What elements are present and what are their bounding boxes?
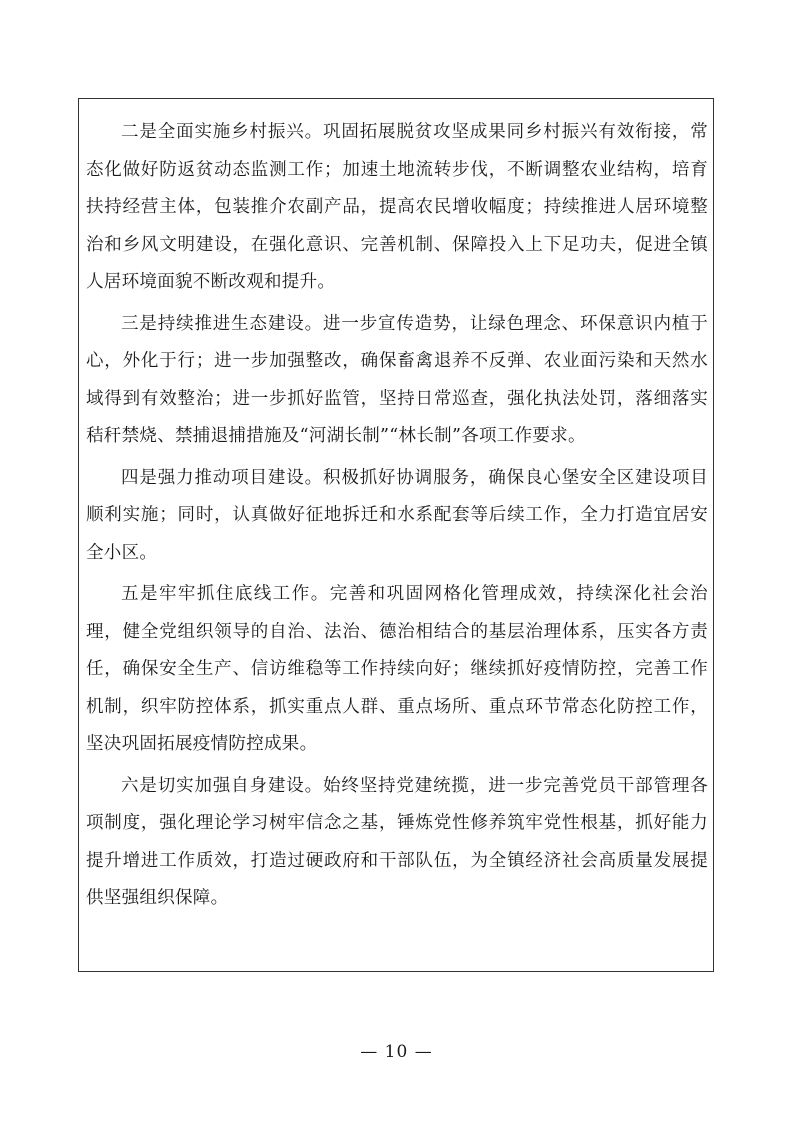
document-body: [86, 114, 708, 918]
page-number: — 10 —: [360, 1042, 433, 1062]
paragraph-bottom-line-work: 五是牢牢抓住底线工作。完善和巩固网格化管理成效，持续深化社会治理，健全党组织领导的自治、法治、德治相结合的基层治理体系，压实各方责任，确保安全生产、信访维稳等工作持续向好；继续抓好疫情防控，完善工作机制，织牢防控体系，抓实重点人群、重点场所、重点环节常态化防控工作，坚决巩固拓展疫情防控成果。: [86, 584, 708, 754]
paragraph-project-construction: 四是强力推动项目建设。积极抓好协调服务，确保良心堡安全区建设项目顺利实施；同时，认真做好征地拆迁和水系配套等后续工作，全力打造宜居安全小区。: [86, 467, 708, 563]
paragraph-ecological-construction: 三是持续推进生态建设。进一步宣传造势，让绿色理念、环保意识内植于心，外化于行；进一步加强整改，确保畜禽退养不反弹、农业面污染和天然水域得到有效整治；进一步抓好监管，坚持日常巡查，强化执法处罚，落细落实秸秆禁烧、禁捕退捕措施及“河湖长制”“林长制”各项工作要求。: [86, 313, 708, 446]
paragraph-rural-revitalization: 二是全面实施乡村振兴。巩固拓展脱贫攻坚成果同乡村振兴有效衔接，常态化做好防返贫动态监测工作；加速土地流转步伐，不断调整农业结构，培育扶持经营主体，包装推介农副产品，提高农民增收幅度；持续推进人居环境整治和乡风文明建设，在强化意识、完善机制、保障投入上下足功夫，促进全镇人居环境面貌不断改观和提升。: [86, 122, 708, 292]
paragraph-self-construction: 六是切实加强自身建设。始终坚持党建统揽，进一步完善党员干部管理各项制度，强化理论学习树牢信念之基，锤炼党性修养筑牢党性根基，抓好能力提升增进工作质效，打造过硬政府和干部队伍，为全镇经济社会高质量发展提供坚强组织保障。: [86, 775, 708, 908]
